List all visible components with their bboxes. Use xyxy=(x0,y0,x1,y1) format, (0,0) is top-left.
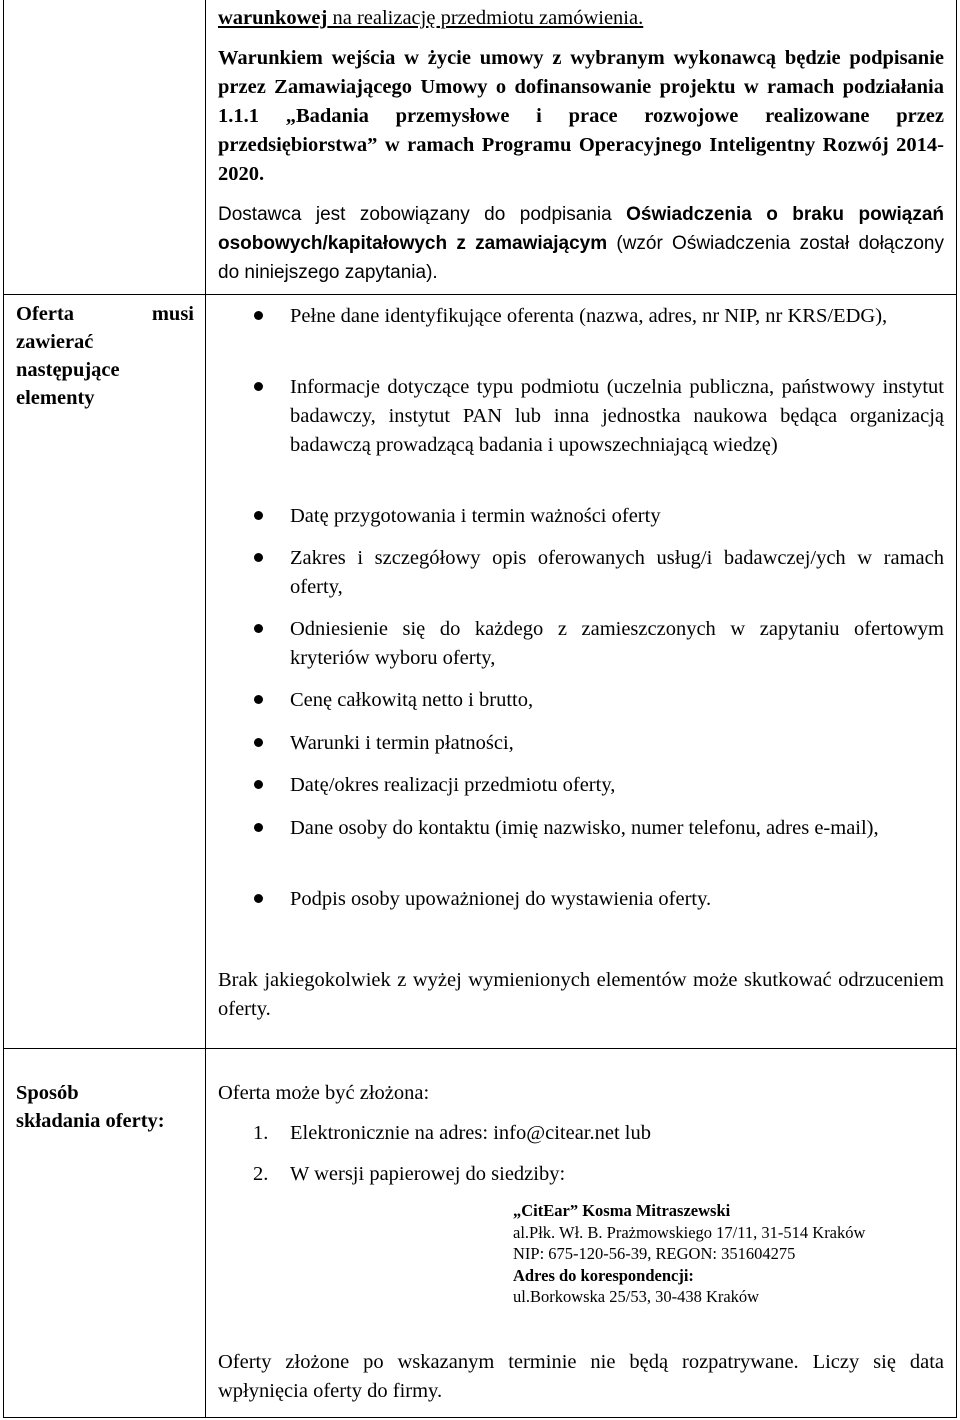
option-paper: W wersji papierowej do siedziby: xyxy=(290,1163,566,1185)
table-left-border xyxy=(3,0,4,1418)
rejection-note: Brak jakiegokolwiek z wyżej wymienionych elementów może skutkować odrzuceniem oferty. xyxy=(218,969,944,1020)
list-item-entity-type: Informacje dotyczące typu podmiotu (uczelnia publiczna, państwowy instytut badawczy, instytut PAN lub inna jednostka naukowa będąca organizacją badawczą prowadzącą badania i upowszechniającą wiedzę) xyxy=(290,376,944,456)
submission-method-label: Sposób składania oferty: xyxy=(16,1082,165,1132)
company-ids: NIP: 675-120-56-39, REGON: 351604275 xyxy=(513,1244,796,1263)
row-divider-top xyxy=(3,294,957,295)
bullet-icon xyxy=(254,382,263,391)
company-street: al.Płk. Wł. B. Prażmowskiego 17/11, 31-514 Kraków xyxy=(513,1223,866,1242)
declaration-paragraph xyxy=(218,200,944,287)
option-number: 1. xyxy=(253,1122,269,1144)
offer-elements-label: Oferta musi zawierać następujące elementy xyxy=(16,303,194,409)
bullet-icon xyxy=(254,823,263,832)
bullet-icon xyxy=(254,311,263,320)
declaration-text-c: (wzór Oświadczenia został dołączony do niniejszego zapytania). xyxy=(218,233,945,283)
list-item-scope: Zakres i szczegółowy opis oferowanych usług/i badawczej/ych w ramach oferty, xyxy=(290,547,944,598)
declaration-text-a: Dostawca jest zobowiązany do podpisania xyxy=(218,204,627,225)
top-line-bold: warunkowej xyxy=(218,7,328,29)
late-offers-note: Oferty złożone po wskazanym terminie nie będą rozpatrywane. Liczy się data wpłynięcia oferty do firmy. xyxy=(218,1351,944,1402)
row-divider-middle xyxy=(3,1048,957,1049)
bullet-icon xyxy=(254,738,263,747)
list-item-offeror-data: Pełne dane identyfikujące oferenta (nazwa, adres, nr NIP, nr KRS/EDG), xyxy=(290,305,888,327)
top-line xyxy=(218,4,944,33)
bullet-icon xyxy=(254,780,263,789)
list-item-criteria: Odniesienie się do każdego z zamieszczonych w zapytaniu ofertowym kryteriów wyboru oferty, xyxy=(290,618,944,669)
table-column-divider xyxy=(205,0,206,1418)
list-item-price: Cenę całkowitą netto i brutto, xyxy=(290,689,534,711)
table-bottom-border xyxy=(3,1417,957,1418)
correspondence-address: ul.Borkowska 25/53, 30-438 Kraków xyxy=(513,1287,760,1306)
list-item-realization-date: Datę/okres realizacji przedmiotu oferty, xyxy=(290,774,616,796)
company-name: „CitEar” Kosma Mitraszewski xyxy=(513,1201,731,1220)
bullet-icon xyxy=(254,624,263,633)
list-item-contact-person: Dane osoby do kontaktu (imię nazwisko, numer telefonu, adres e-mail), xyxy=(290,817,879,839)
top-line-rest: na realizację przedmiotu zamówienia. xyxy=(327,7,644,29)
submission-intro: Oferta może być złożona: xyxy=(218,1082,430,1104)
table-right-border xyxy=(956,0,957,1418)
bullet-icon xyxy=(254,553,263,562)
contract-condition-paragraph: Warunkiem wejścia w życie umowy z wybranym wykonawcą będzie podpisanie przez Zamawiającego Umowy o dofinansowanie projektu w ramach podziałania 1.1.1 „Badania przemysłowe i prace rozwojowe realizowane przez przedsiębiorstwa” w ramach Programu Operacyjnego Inteligentny Rozwój 2014-2020. xyxy=(218,47,944,185)
bullet-icon xyxy=(254,511,263,520)
list-item-signature: Podpis osoby upoważnionej do wystawienia oferty. xyxy=(290,888,712,910)
option-number: 2. xyxy=(253,1163,269,1185)
bullet-icon xyxy=(254,695,263,704)
list-item-payment-terms: Warunki i termin płatności, xyxy=(290,732,514,754)
list-item-offer-date: Datę przygotowania i termin ważności oferty xyxy=(290,505,661,527)
declaration-text-bold: Oświadczenia o braku powiązań osobowych/kapitałowych z zamawiającym xyxy=(218,204,944,254)
option-electronic: Elektronicznie na adres: info@citear.net lub xyxy=(290,1122,651,1144)
bullet-icon xyxy=(254,894,263,903)
correspondence-label: Adres do korespondencji: xyxy=(513,1266,694,1285)
